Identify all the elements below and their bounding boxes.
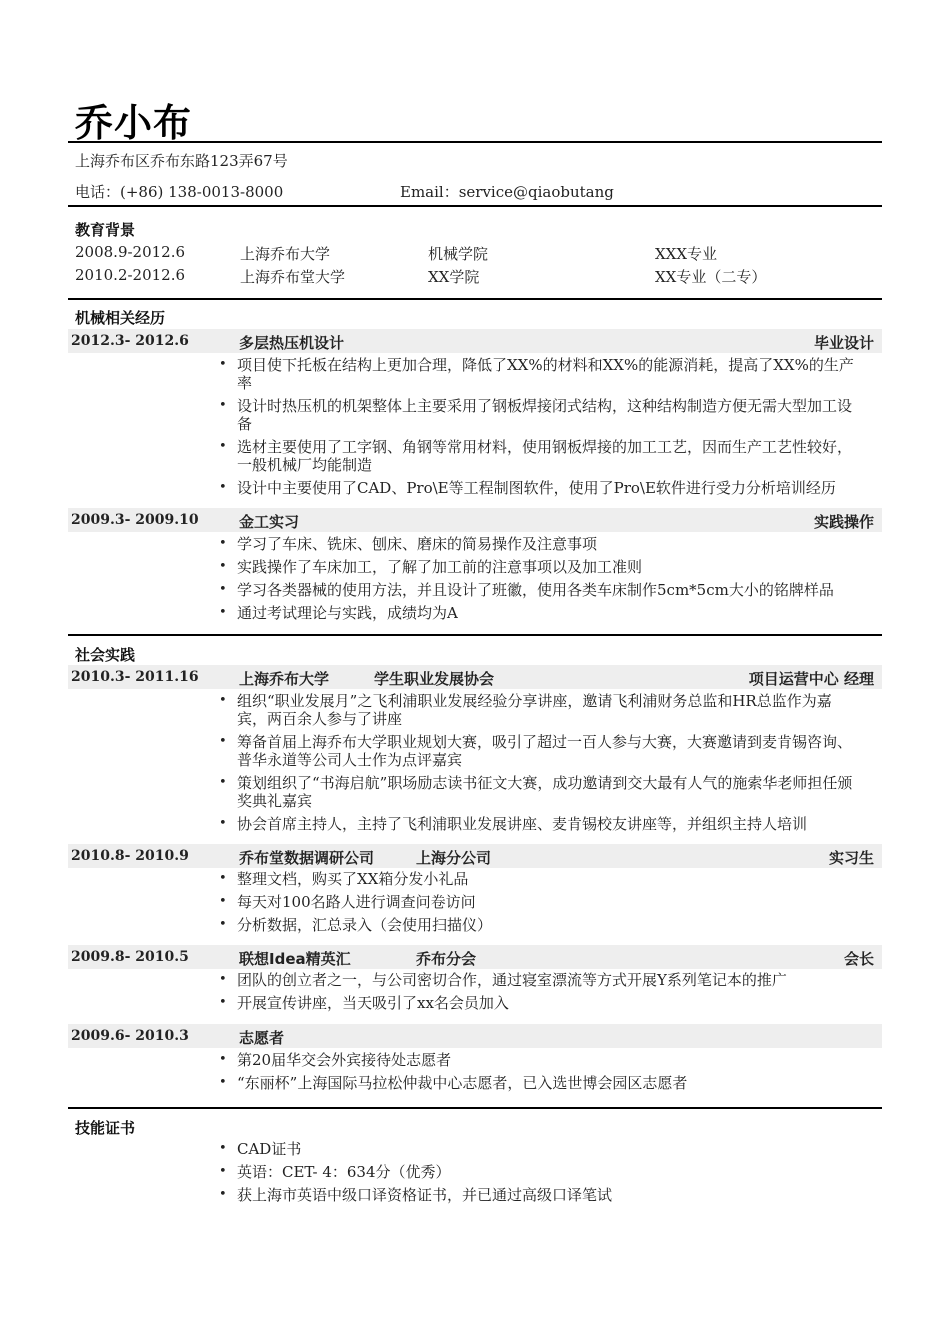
list-item: • 获上海市英语中级口译资格证书，并已通过高级口译笔试	[220, 1186, 860, 1204]
entry-date: 2010.3- 2011.16	[71, 669, 199, 685]
entry-date: 2012.3- 2012.6	[71, 333, 189, 349]
entry-title: 志愿者	[239, 1029, 285, 1047]
entry-title: 乔布堂数据调研公司	[239, 849, 375, 867]
entry-header	[68, 1024, 882, 1048]
social-divider	[68, 1107, 882, 1109]
entry-title: 上海乔布大学	[239, 670, 330, 688]
address: 上海乔布区乔布东路123弄67号	[75, 152, 288, 170]
list-item: • 整理文档，购买了XX箱分发小礼品	[220, 870, 860, 888]
list-item: • 设计中主要使用了CAD、Pro\E等工程制图软件，使用了Pro\E软件进行受力分析培训经历	[220, 479, 860, 497]
list-item: • 学习了车床、铣床、刨床、磨床的简易操作及注意事项	[220, 535, 860, 553]
skills-title: 技能证书	[75, 1119, 136, 1137]
edu-school: 上海乔布大学	[240, 245, 331, 263]
entry-role: 会长	[843, 950, 874, 968]
mechanical-title: 机械相关经历	[75, 309, 166, 327]
mechanical-divider	[68, 634, 882, 636]
list-item: • 开展宣传讲座，当天吸引了xx名会员加入	[220, 994, 860, 1012]
social-title: 社会实践	[75, 646, 136, 664]
list-item: • 项目使下托板在结构上更加合理，降低了XX%的材料和XX%的能源消耗，提高了XX%的生产率	[220, 356, 860, 392]
entry-header	[68, 665, 882, 689]
header-divider	[68, 141, 882, 143]
list-item: • 每天对100名路人进行调查问卷访问	[220, 893, 860, 911]
list-item: • 实践操作了车床加工，了解了加工前的注意事项以及加工准则	[220, 558, 860, 576]
entry-date: 2010.8- 2010.9	[71, 848, 189, 864]
entry-header	[68, 508, 882, 532]
edu-date: 2008.9-2012.6	[75, 243, 186, 261]
entry-date: 2009.6- 2010.3	[71, 1028, 189, 1044]
entry-header	[68, 945, 882, 969]
edu-college: 机械学院	[428, 245, 489, 263]
contact-divider	[68, 205, 882, 207]
entry-title: 联想Idea精英汇	[239, 950, 351, 968]
list-item: • 协会首席主持人，主持了飞利浦职业发展讲座、麦肯锡校友讲座等，并组织主持人培训	[220, 815, 860, 833]
list-item: • 英语：CET- 4：634分（优秀）	[220, 1163, 860, 1181]
list-item: • CAD证书	[220, 1140, 860, 1158]
list-item: • 分析数据，汇总录入（会使用扫描仪）	[220, 916, 860, 934]
list-item: • “东丽杯”上海国际马拉松仲裁中心志愿者，已入选世博会园区志愿者	[220, 1074, 860, 1092]
entry-subtitle: 上海分公司	[416, 849, 492, 867]
entry-bullets	[220, 971, 860, 1017]
list-item: • 第20届华交会外宾接待处志愿者	[220, 1051, 860, 1069]
list-item: • 团队的创立者之一，与公司密切合作，通过寝室漂流等方式开展Y系列笔记本的推广	[220, 971, 860, 989]
entry-bullets	[220, 870, 860, 939]
list-item: • 策划组织了“书海启航”职场励志读书征文大赛，成功邀请到交大最有人气的施索华老师担任颁奖典礼嘉宾	[220, 774, 860, 810]
entry-date: 2009.3- 2009.10	[71, 512, 199, 528]
entry-header	[68, 844, 882, 868]
list-item: • 通过考试理论与实践，成绩均为A	[220, 604, 860, 622]
list-item: • 设计时热压机的机架整体上主要采用了钢板焊接闭式结构，这种结构制造方便无需大型加工设备	[220, 397, 860, 433]
list-item: • 组织“职业发展月”之飞利浦职业发展经验分享讲座，邀请飞利浦财务总监和HR总监作为嘉宾，两百余人参与了讲座	[220, 692, 860, 728]
entry-bullets	[220, 1051, 860, 1097]
entry-role: 项目运营中心 经理	[748, 670, 874, 688]
edu-college: XX学院	[428, 268, 480, 286]
entry-header	[68, 329, 882, 353]
phone: 电话：(+86) 138-0013-8000	[75, 183, 284, 201]
education-title: 教育背景	[75, 221, 136, 239]
edu-school: 上海乔布堂大学	[240, 268, 346, 286]
entry-role: 实践操作	[813, 513, 874, 531]
list-item: • 学习各类器械的使用方法，并且设计了班徽，使用各类车床制作5cm*5cm大小的铭牌样品	[220, 581, 860, 599]
entry-subtitle: 乔布分会	[416, 950, 477, 968]
entry-title: 多层热压机设计	[239, 334, 345, 352]
entry-role: 毕业设计	[813, 334, 874, 352]
entry-bullets	[220, 692, 860, 838]
entry-subtitle: 学生职业发展协会	[374, 670, 495, 688]
entry-bullets	[220, 356, 860, 502]
candidate-name: 乔小布	[75, 101, 193, 145]
edu-major: XXX专业	[655, 245, 718, 263]
skills-bullets	[220, 1140, 860, 1209]
edu-date: 2010.2-2012.6	[75, 266, 186, 284]
list-item: • 选材主要使用了工字钢、角钢等常用材料，使用钢板焊接的加工工艺，因而生产工艺性较好，一般机械厂均能制造	[220, 438, 860, 474]
entry-title: 金工实习	[239, 513, 300, 531]
edu-major: XX专业（二专）	[655, 268, 767, 286]
education-divider	[68, 298, 882, 300]
entry-role: 实习生	[828, 849, 874, 867]
entry-date: 2009.8- 2010.5	[71, 949, 189, 965]
entry-bullets	[220, 535, 860, 627]
list-item: • 筹备首届上海乔布大学职业规划大赛，吸引了超过一百人参与大赛，大赛邀请到麦肯锡咨询、普华永道等公司人士作为点评嘉宾	[220, 733, 860, 769]
email: Email：service@qiaobutang	[400, 183, 614, 201]
